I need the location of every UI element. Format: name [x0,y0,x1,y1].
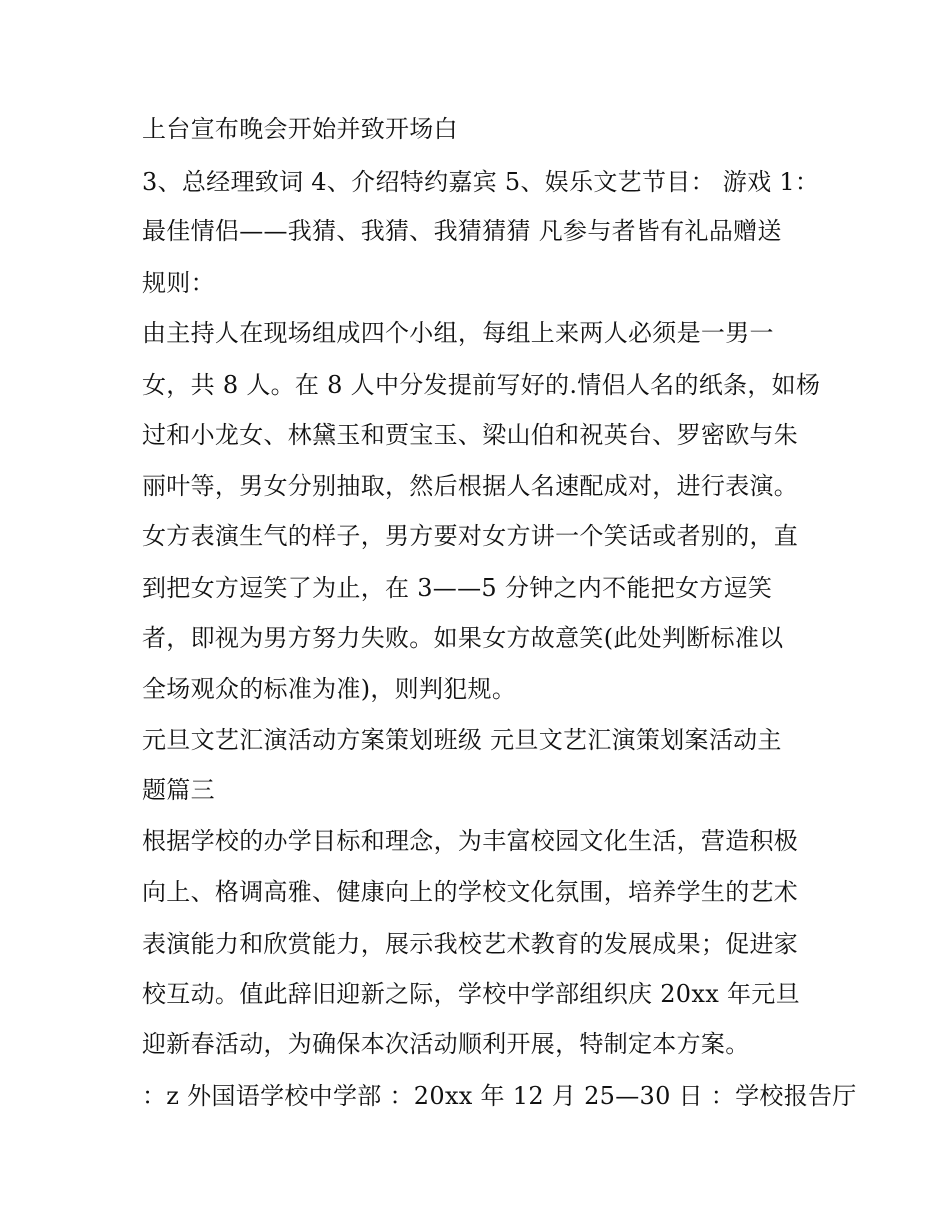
text-line: 过和小龙女、林黛玉和贾宝玉、梁山伯和祝英台、罗密欧与朱 [142,421,799,449]
text-line: ：z 外国语学校中学部 ：20xx 年 12 月 25—30 日 ：学校报告厅 [142,1082,857,1110]
text-line: 题篇三 [142,776,215,804]
text-line: 丽叶等，男女分别抽取，然后根据人名速配成对，进行表演。 [142,472,799,500]
text-line: 校互动。值此辞旧迎新之际，学校中学部组织庆 20xx 年元旦 [142,980,800,1008]
text-line: 到把女方逗笑了为止，在 3——5 分钟之内不能把女方逗笑 [142,574,773,602]
text-line: 迎新春活动，为确保本次活动顺利开展，特制定本方案。 [142,1030,750,1058]
text-line: 元旦文艺汇演活动方案策划班级 元旦文艺汇演策划案活动主 [142,726,782,754]
text-line: 者，即视为男方努力失败。如果女方故意笑(此处判断标准以 [142,624,784,652]
text-line: 女方表演生气的样子，男方要对女方讲一个笑话或者别的，直 [142,522,799,550]
text-line: 由主持人在现场组成四个小组，每组上来两人必须是一男一 [142,319,774,347]
text-line: 上台宣布晚会开始并致开场白 [142,115,458,143]
text-line: 根据学校的办学目标和理念，为丰富校园文化生活，营造积极 [142,827,799,855]
text-line: 表演能力和欣赏能力，展示我校艺术教育的发展成果；促进家 [142,930,799,958]
text-line: 全场观众的标准为准)，则判犯规。 [142,675,517,703]
text-line: 3、总经理致词 4、介绍特约嘉宾 5、娱乐文艺节目： 游戏 1： [142,168,820,196]
text-line: 向上、格调高雅、健康向上的学校文化氛围，培养学生的艺术 [142,878,799,906]
text-line: 女，共 8 人。在 8 人中分发提前写好的.情侣人名的纸条，如杨 [142,371,821,399]
text-line: 规则： [142,269,215,297]
text-line: 最佳情侣——我猜、我猜、我猜猜猜 凡参与者皆有礼品赠送 [142,217,782,245]
